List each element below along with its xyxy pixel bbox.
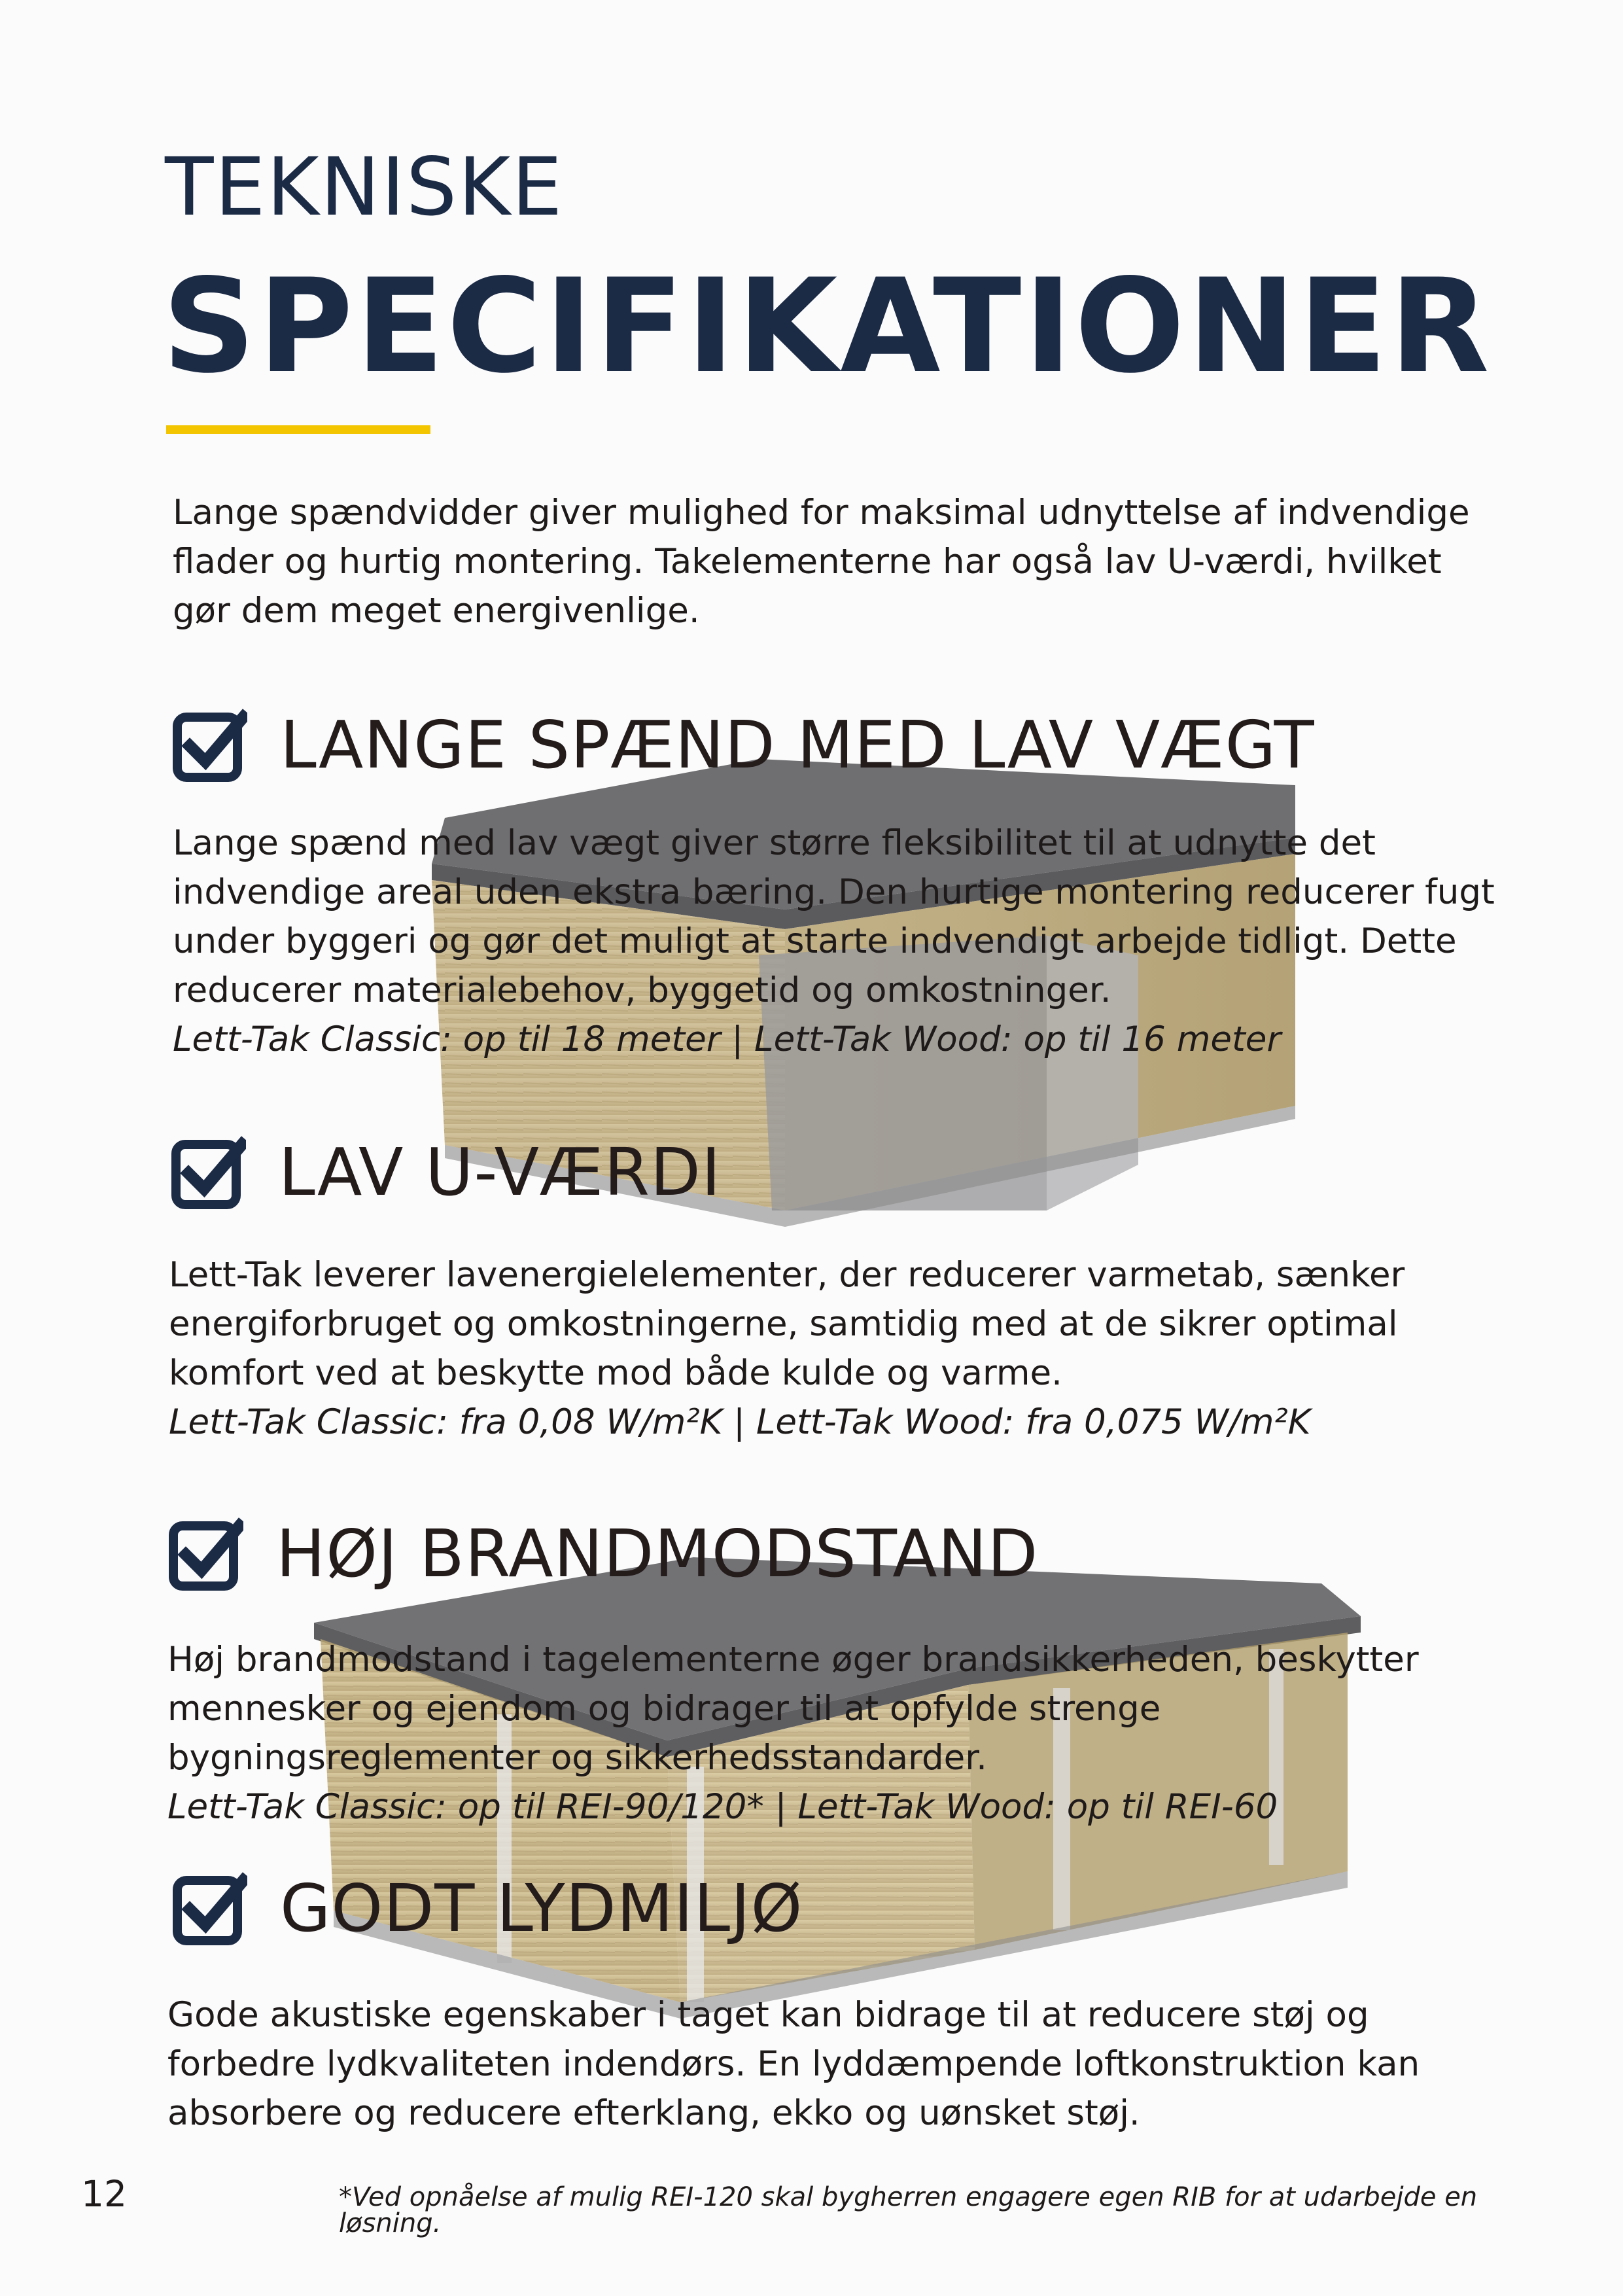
section-paragraph: Gode akustiske egenskaber i taget kan bidrage til at reducere støj og forbedre lydkvaliteten indendørs. En lyddæmpende loftkonstruktion kan absorbere og reducere efterklang, ekko og uønsket støj. xyxy=(167,1995,1420,2133)
section-heading-lange-spaend xyxy=(173,708,1315,783)
title-accent-rule xyxy=(166,425,430,434)
section-body-godt-lydmiljoe xyxy=(167,1990,1515,2138)
title-line-2: SPECIFIKATIONER xyxy=(162,251,1492,402)
section-heading-text: LAV U-VÆRDI xyxy=(279,1134,722,1210)
section-heading-lav-u-vaerdi xyxy=(171,1135,721,1210)
section-body-hoej-brandmodstand xyxy=(167,1635,1515,1831)
title-line-1: TEKNISKE xyxy=(165,141,564,234)
checkbox-checked-icon xyxy=(173,708,247,783)
page-number: 12 xyxy=(81,2173,127,2215)
intro-paragraph: Lange spændvidder giver mulighed for maksimal udnyttelse af indvendige flader og hurtig montering. Takelementerne har også lav U-værdi, hvilket gør dem meget energivenlige. xyxy=(173,493,1470,631)
section-heading-text: HØJ BRANDMODSTAND xyxy=(276,1515,1039,1592)
checkbox-checked-icon xyxy=(169,1517,243,1591)
section-body-lange-spaend xyxy=(173,819,1520,1064)
section-heading-text: LANGE SPÆND MED LAV VÆGT xyxy=(280,707,1315,783)
section-body-lav-u-vaerdi xyxy=(169,1250,1516,1447)
section-paragraph: Lett-Tak leverer lavenergielelementer, der reducerer varmetab, sænker energiforbruget og omkostningerne, samtidig med at de sikrer optimal komfort ved at beskytte mod både kulde og varme. xyxy=(169,1255,1405,1393)
section-paragraph: Høj brandmodstand i tagelementerne øger brandsikkerheden, beskytter mennesker og ejendom og bidrager til at opfylde strenge bygningsreglementer og sikkerhedsstandarder. xyxy=(167,1640,1419,1778)
section-spec-line: Lett-Tak Classic: op til REI-90/120* | Lett-Tak Wood: op til REI-60 xyxy=(167,1787,1278,1827)
section-spec-line: Lett-Tak Classic: op til 18 meter | Lett-Tak Wood: op til 16 meter xyxy=(173,1019,1282,1059)
section-paragraph: Lange spænd med lav vægt giver større fleksibilitet til at udnytte det indvendige areal uden ekstra bæring. Den hurtige montering reducerer fugt under byggeri og gør det muligt at starte indvendigt arbejde tidligt. Dette reducerer materialebehov, byggetid og omkostninger. xyxy=(173,823,1495,1010)
section-spec-line: Lett-Tak Classic: fra 0,08 W/m²K | Lett-Tak Wood: fra 0,075 W/m²K xyxy=(169,1402,1311,1442)
section-heading-godt-lydmiljoe xyxy=(173,1871,803,1946)
section-heading-hoej-brandmodstand xyxy=(169,1517,1038,1591)
checkbox-checked-icon xyxy=(171,1135,246,1210)
section-heading-text: GODT LYDMILJØ xyxy=(280,1870,803,1947)
checkbox-checked-icon xyxy=(173,1871,247,1946)
footnote: *Ved opnåelse af mulig REI-120 skal bygherren engagere egen RIB for at udarbejde en løsning. xyxy=(339,2182,1478,2238)
